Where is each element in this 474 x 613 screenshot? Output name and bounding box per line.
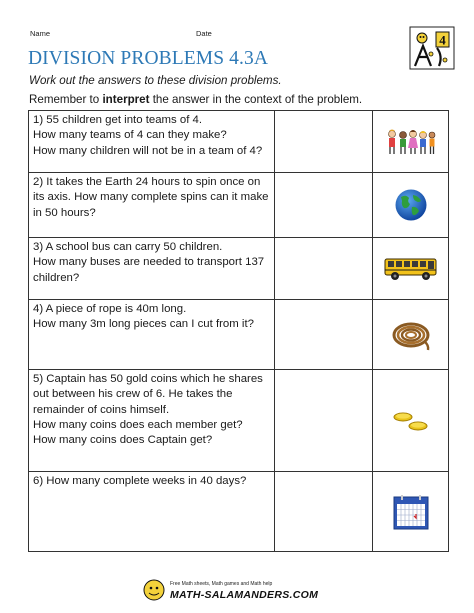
- picture-cell: [373, 238, 449, 300]
- school-bus-icon: [383, 256, 439, 282]
- math-salamanders-logo: [140, 576, 340, 604]
- question-line: 3) A school bus can carry 50 children.: [33, 241, 223, 253]
- question-line: How many teams of 4 can they make?: [33, 129, 227, 142]
- earth-globe-icon: [394, 188, 428, 222]
- problem-row: [29, 238, 449, 300]
- question-line: How many buses are needed to transport 137: [33, 256, 265, 269]
- question-line: out between his crew of 6. He takes the: [33, 388, 233, 401]
- question-line: How many 3m long pieces can I cut from it?: [33, 318, 254, 331]
- page-title: DIVISION PROBLEMS 4.3A: [28, 48, 269, 69]
- footer-brand: MATH-SALAMANDERS.COM: [170, 589, 319, 601]
- question-line: How many coins does each member get?: [33, 418, 243, 431]
- answer-box[interactable]: [275, 472, 373, 552]
- question-line: How many children will not be in a team of 4?: [33, 144, 263, 157]
- question-line: remainder of coins himself.: [33, 403, 170, 416]
- picture-cell: [373, 300, 449, 370]
- question-line: in 50 hours?: [33, 206, 96, 219]
- question-line: 4) A piece of rope is 40m long.: [33, 303, 187, 315]
- name-label: Name: [30, 29, 51, 38]
- grade-number: 4: [439, 32, 446, 48]
- question-cell: [29, 300, 275, 370]
- answer-box[interactable]: [275, 370, 373, 472]
- picture-cell: [373, 111, 449, 173]
- grade-logo-icon: [409, 26, 455, 70]
- calendar-icon: [393, 494, 429, 530]
- answer-box[interactable]: [275, 300, 373, 370]
- question-cell: [29, 370, 275, 472]
- question-line: How many coins does Captain get?: [33, 434, 213, 447]
- question-line: 5) Captain has 50 gold coins which he shares: [33, 373, 263, 385]
- remember-note: [29, 93, 362, 106]
- question-line: 1) 55 children get into teams of 4.: [33, 114, 203, 126]
- gold-coins-icon: [391, 408, 431, 434]
- problems-table: [28, 110, 449, 552]
- problem-row: [29, 370, 449, 472]
- problem-row: [29, 111, 449, 173]
- question-cell: [29, 238, 275, 300]
- answer-box[interactable]: [275, 238, 373, 300]
- problem-row: [29, 472, 449, 552]
- remember-bold: interpret: [102, 93, 150, 106]
- date-label: Date: [196, 29, 212, 38]
- question-line: its axis. How many complete spins can it make: [33, 191, 269, 204]
- footer-tagline: Free Math sheets, Math games and Math help: [170, 581, 273, 587]
- question-line: 6) How many complete weeks in 40 days?: [33, 475, 247, 487]
- children-icon: [386, 127, 436, 157]
- picture-cell: [373, 370, 449, 472]
- problem-row: [29, 173, 449, 238]
- answer-box[interactable]: [275, 173, 373, 238]
- question-line: children?: [33, 271, 80, 284]
- remember-after: the answer in the context of the problem.: [149, 93, 363, 106]
- question-cell: [29, 173, 275, 238]
- picture-cell: [373, 173, 449, 238]
- question-cell: [29, 472, 275, 552]
- remember-before: Remember to: [29, 93, 103, 106]
- picture-cell: [373, 472, 449, 552]
- problem-row: [29, 300, 449, 370]
- instructions-subtitle: Work out the answers to these division problems.: [29, 74, 282, 87]
- question-line: 2) It takes the Earth 24 hours to spin once on: [33, 176, 261, 188]
- question-cell: [29, 111, 275, 173]
- rope-coil-icon: [391, 319, 431, 351]
- answer-box[interactable]: [275, 111, 373, 173]
